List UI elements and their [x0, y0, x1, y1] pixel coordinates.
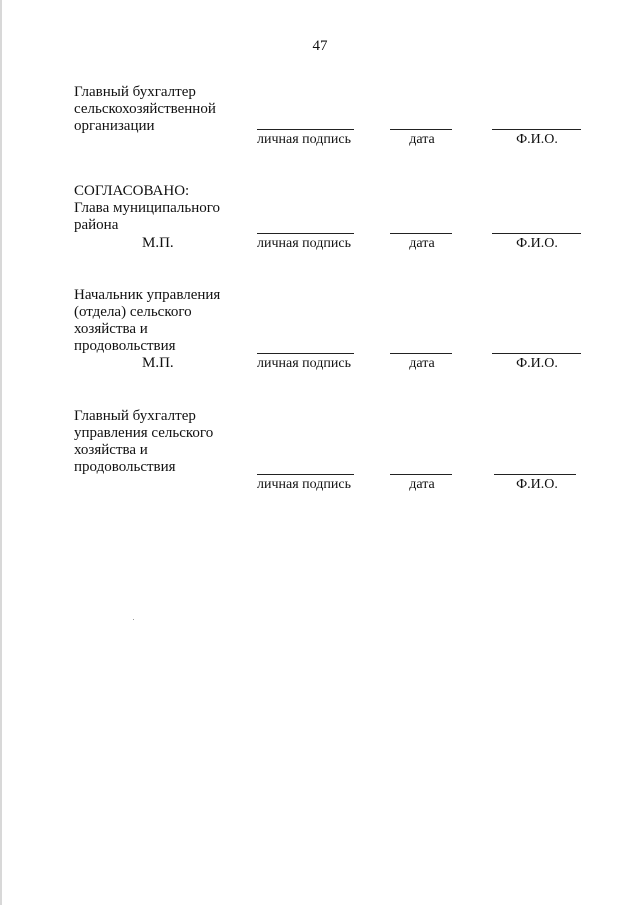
signature-line: [257, 129, 354, 130]
role-title: Главный бухгалтер сельскохозяйственной организации: [74, 84, 216, 134]
name-caption: Ф.И.О.: [516, 236, 558, 251]
date-caption: дата: [409, 132, 435, 147]
name-line: [492, 129, 581, 130]
date-line: [390, 233, 452, 234]
role-title: Главный бухгалтер управления сельского хозяйства и продовольствия: [74, 408, 214, 475]
stamp-place-label: М.П.: [142, 355, 174, 371]
stamp-place-label: М.П.: [142, 235, 174, 251]
name-line: [492, 353, 581, 354]
date-caption: дата: [409, 477, 435, 492]
name-line: [492, 233, 581, 234]
signature-caption: личная подпись: [257, 477, 351, 492]
role-title: Начальник управления (отдела) сельского хозяйства и продовольствия: [74, 287, 221, 354]
name-caption: Ф.И.О.: [516, 356, 558, 371]
date-caption: дата: [409, 236, 435, 251]
scan-edge: [0, 0, 2, 905]
signature-line: [257, 353, 354, 354]
role-title: СОГЛАСОВАНО: Глава муниципального района: [74, 183, 221, 233]
date-line: [390, 353, 452, 354]
name-caption: Ф.И.О.: [516, 132, 558, 147]
signature-caption: личная подпись: [257, 132, 351, 147]
scan-speck: [133, 619, 134, 620]
name-line: [494, 474, 576, 475]
page-number: 47: [312, 38, 328, 54]
signature-line: [257, 233, 354, 234]
date-line: [390, 474, 452, 475]
name-caption: Ф.И.О.: [516, 477, 558, 492]
signature-caption: личная подпись: [257, 356, 351, 371]
date-caption: дата: [409, 356, 435, 371]
signature-caption: личная подпись: [257, 236, 351, 251]
signature-line: [257, 474, 354, 475]
date-line: [390, 129, 452, 130]
